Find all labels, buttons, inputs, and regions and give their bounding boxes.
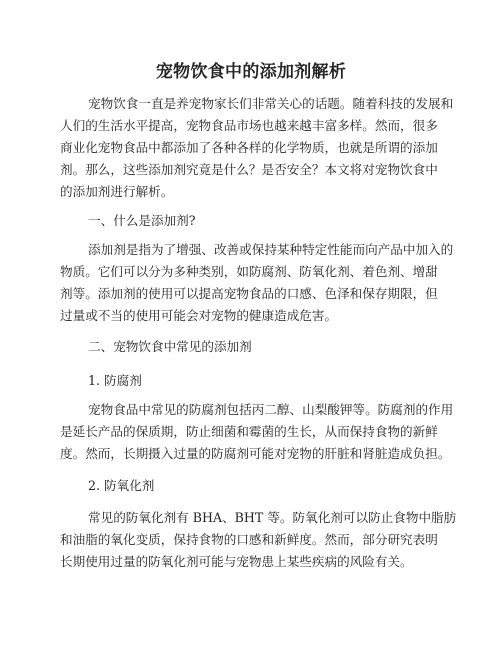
section-body-line: 物质。它们可以分为多种类别，如防腐剂、防氧化剂、着色剂、增甜 [60, 264, 438, 279]
intro-line: 商业化宠物食品中都添加了各种各样的化学物质，也就是所谓的添加 [60, 140, 438, 155]
section-body-line: 过量或不当的使用可能会对宠物的健康造成危害。 [60, 308, 338, 323]
intro-line: 的添加剂进行解析。 [60, 184, 174, 199]
section-body-line: 添加剂是指为了增强、改善或保持某种特定性能而向产品中加入的 [88, 242, 454, 257]
page-title: 宠物饮食中的添加剂解析 [155, 62, 347, 82]
subsection-body-line: 宠物食品中常见的防腐剂包括丙二醇、山梨酸钾等。防腐剂的作用 [88, 402, 454, 417]
intro-line: 剂。那么，这些添加剂究竟是什么？是否安全？本文将对宠物饮食中 [60, 162, 438, 177]
subsection-body-line: 常见的防氧化剂有 BHA、BHT 等。防氧化剂可以防止食物中脂肪 [88, 510, 457, 525]
subsection-heading: 2. 防氧化剂 [88, 478, 155, 493]
subsection-body-line: 长期使用过量的防氧化剂可能与宠物患上某些疾病的风险有关。 [60, 554, 413, 569]
section-body-line: 剂等。添加剂的使用可以提高宠物食品的口感、色泽和保存期限，但 [60, 286, 438, 301]
intro-line: 宠物饮食一直是养宠物家长们非常关心的话题。随着科技的发展和 [88, 96, 454, 111]
section-heading: 一、什么是添加剂? [88, 213, 196, 228]
subsection-body-line: 和油脂的氧化变质，保持食物的口感和新鲜度。然而，部分研究表明 [60, 532, 438, 547]
section-heading: 二、宠物饮食中常见的添加剂 [88, 339, 252, 354]
intro-line: 人们的生活水平提高，宠物食品市场也越来越丰富多样。然而，很多 [60, 118, 438, 133]
subsection-heading: 1. 防腐剂 [88, 373, 142, 388]
subsection-body-line: 度。然而，长期摄入过量的防腐剂可能对宠物的肝脏和肾脏造成负担。 [60, 446, 451, 461]
subsection-body-line: 是延长产品的保质期，防止细菌和霉菌的生长，从而保持食物的新鲜 [60, 424, 438, 439]
